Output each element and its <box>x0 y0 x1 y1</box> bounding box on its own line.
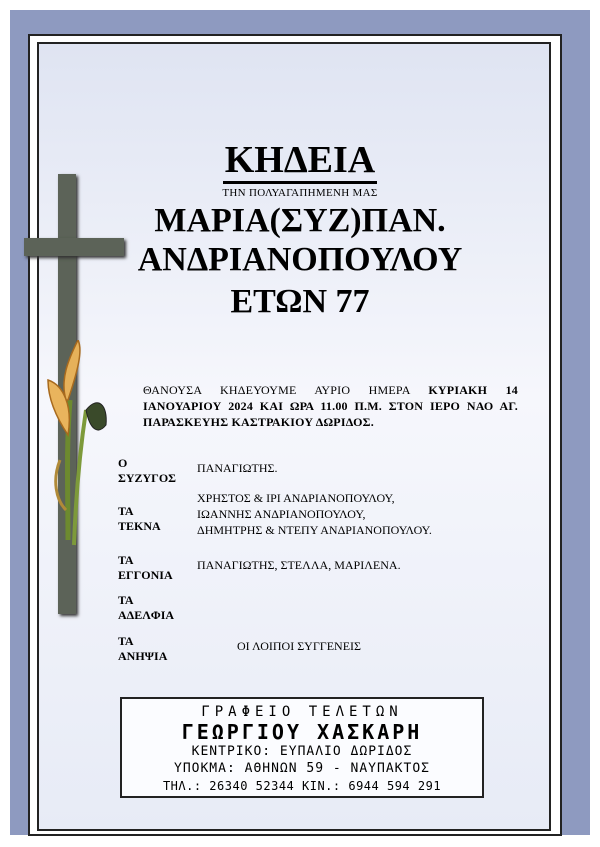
deceased-name-line1: ΜΑΡΙΑ(ΣΥΖ)ΠΑΝ. <box>154 202 446 239</box>
deceased-name-line2: ΑΝΔΡΙΑΝΟΠΟΥΛΟΥ <box>137 241 463 278</box>
office-heading: ΓΡΑΦΕΙΟ ΤΕΛΕΤΩΝ <box>201 704 403 720</box>
nephews-label: ΤΑ ΑΝΗΨΙΑ <box>118 634 168 663</box>
office-main-address: ΚΕΝΤΡΙΚΟ: ΕΥΠΑΛΙΟ ΔΩΡΙΔΟΣ <box>191 744 413 759</box>
spouse-name: ΠΑΝΑΓΙΩΤΗΣ. <box>197 461 278 475</box>
funeral-office-box <box>120 697 484 798</box>
list-item: ΙΩΑΝΝΗΣ ΑΝΔΡΙΑΝΟΠΟΥΛΟΥ, <box>197 507 366 521</box>
spouse-label: Ο ΣΥΖΥΓΟΣ <box>118 456 176 485</box>
announcement-text: ΘΑΝΟΥΣΑ ΚΗΔΕΥΟΥΜΕ ΑΥΡΙΟ ΗΜΕΡΑ <box>143 383 429 397</box>
list-item: ΧΡΗΣΤΟΣ & ΙΡΙ ΑΝΔΡΙΑΝΟΠΟΥΛΟΥ, <box>197 491 395 505</box>
office-name: ΓΕΩΡΓΙΟΥ ΧΑΣΚΑΡΗ <box>181 720 423 744</box>
subheading: ΤΗΝ ΠΟΛΥΑΓΑΠΗΜΕΝΗ ΜΑΣ <box>222 187 378 199</box>
announcement-church: ΠΑΡΑΣΚΕΥΗΣ ΚΑΣΤΡΑΚΙΟΥ ΔΩΡΙΔΟΣ. <box>143 415 374 429</box>
office-branch-address: ΥΠΟΚΜΑ: ΑΘΗΝΩΝ 59 - ΝΑΥΠΑΚΤΟΣ <box>174 761 430 776</box>
other-relatives: ΟΙ ΛΟΙΠΟΙ ΣΥΓΓΕΝΕΙΣ <box>237 639 362 653</box>
funeral-announcement <box>143 382 518 430</box>
siblings-label: ΤΑ ΑΔΕΛΦΙΑ <box>118 593 175 622</box>
grandchildren-names: ΠΑΝΑΓΙΩΤΗΣ, ΣΤΕΛΛΑ, ΜΑΡΙΛΕΝΑ. <box>197 558 401 572</box>
children-label: ΤΑ ΤΕΚΝΑ <box>118 504 161 533</box>
announcement-text-2: ΣΤΟΝ ΙΕΡΟ ΝΑΟ ΑΓ. <box>381 399 518 413</box>
page-title: ΚΗΔΕΙΑ <box>0 138 600 182</box>
announcement-date: ΚΥΡΙΑΚΗ 14 ΙΑΝΟΥΑΡΙΟΥ 2024 ΚΑΙ ΩΡΑ 11.00 Π.Μ. <box>143 383 518 413</box>
grandchildren-label: ΤΑ ΕΓΓΟΝΙΑ <box>118 553 173 582</box>
deceased-age: ΕΤΩΝ 77 <box>230 283 370 320</box>
calla-lily-icon <box>38 340 118 560</box>
children-names <box>197 490 432 538</box>
list-item: ΔΗΜΗΤΡΗΣ & ΝΤΕΠΥ ΑΝΔΡΙΑΝΟΠΟΥΛΟΥ. <box>197 523 432 537</box>
office-phones: ΤΗΛ.: 26340 52344 ΚΙΝ.: 6944 594 291 <box>162 779 442 793</box>
